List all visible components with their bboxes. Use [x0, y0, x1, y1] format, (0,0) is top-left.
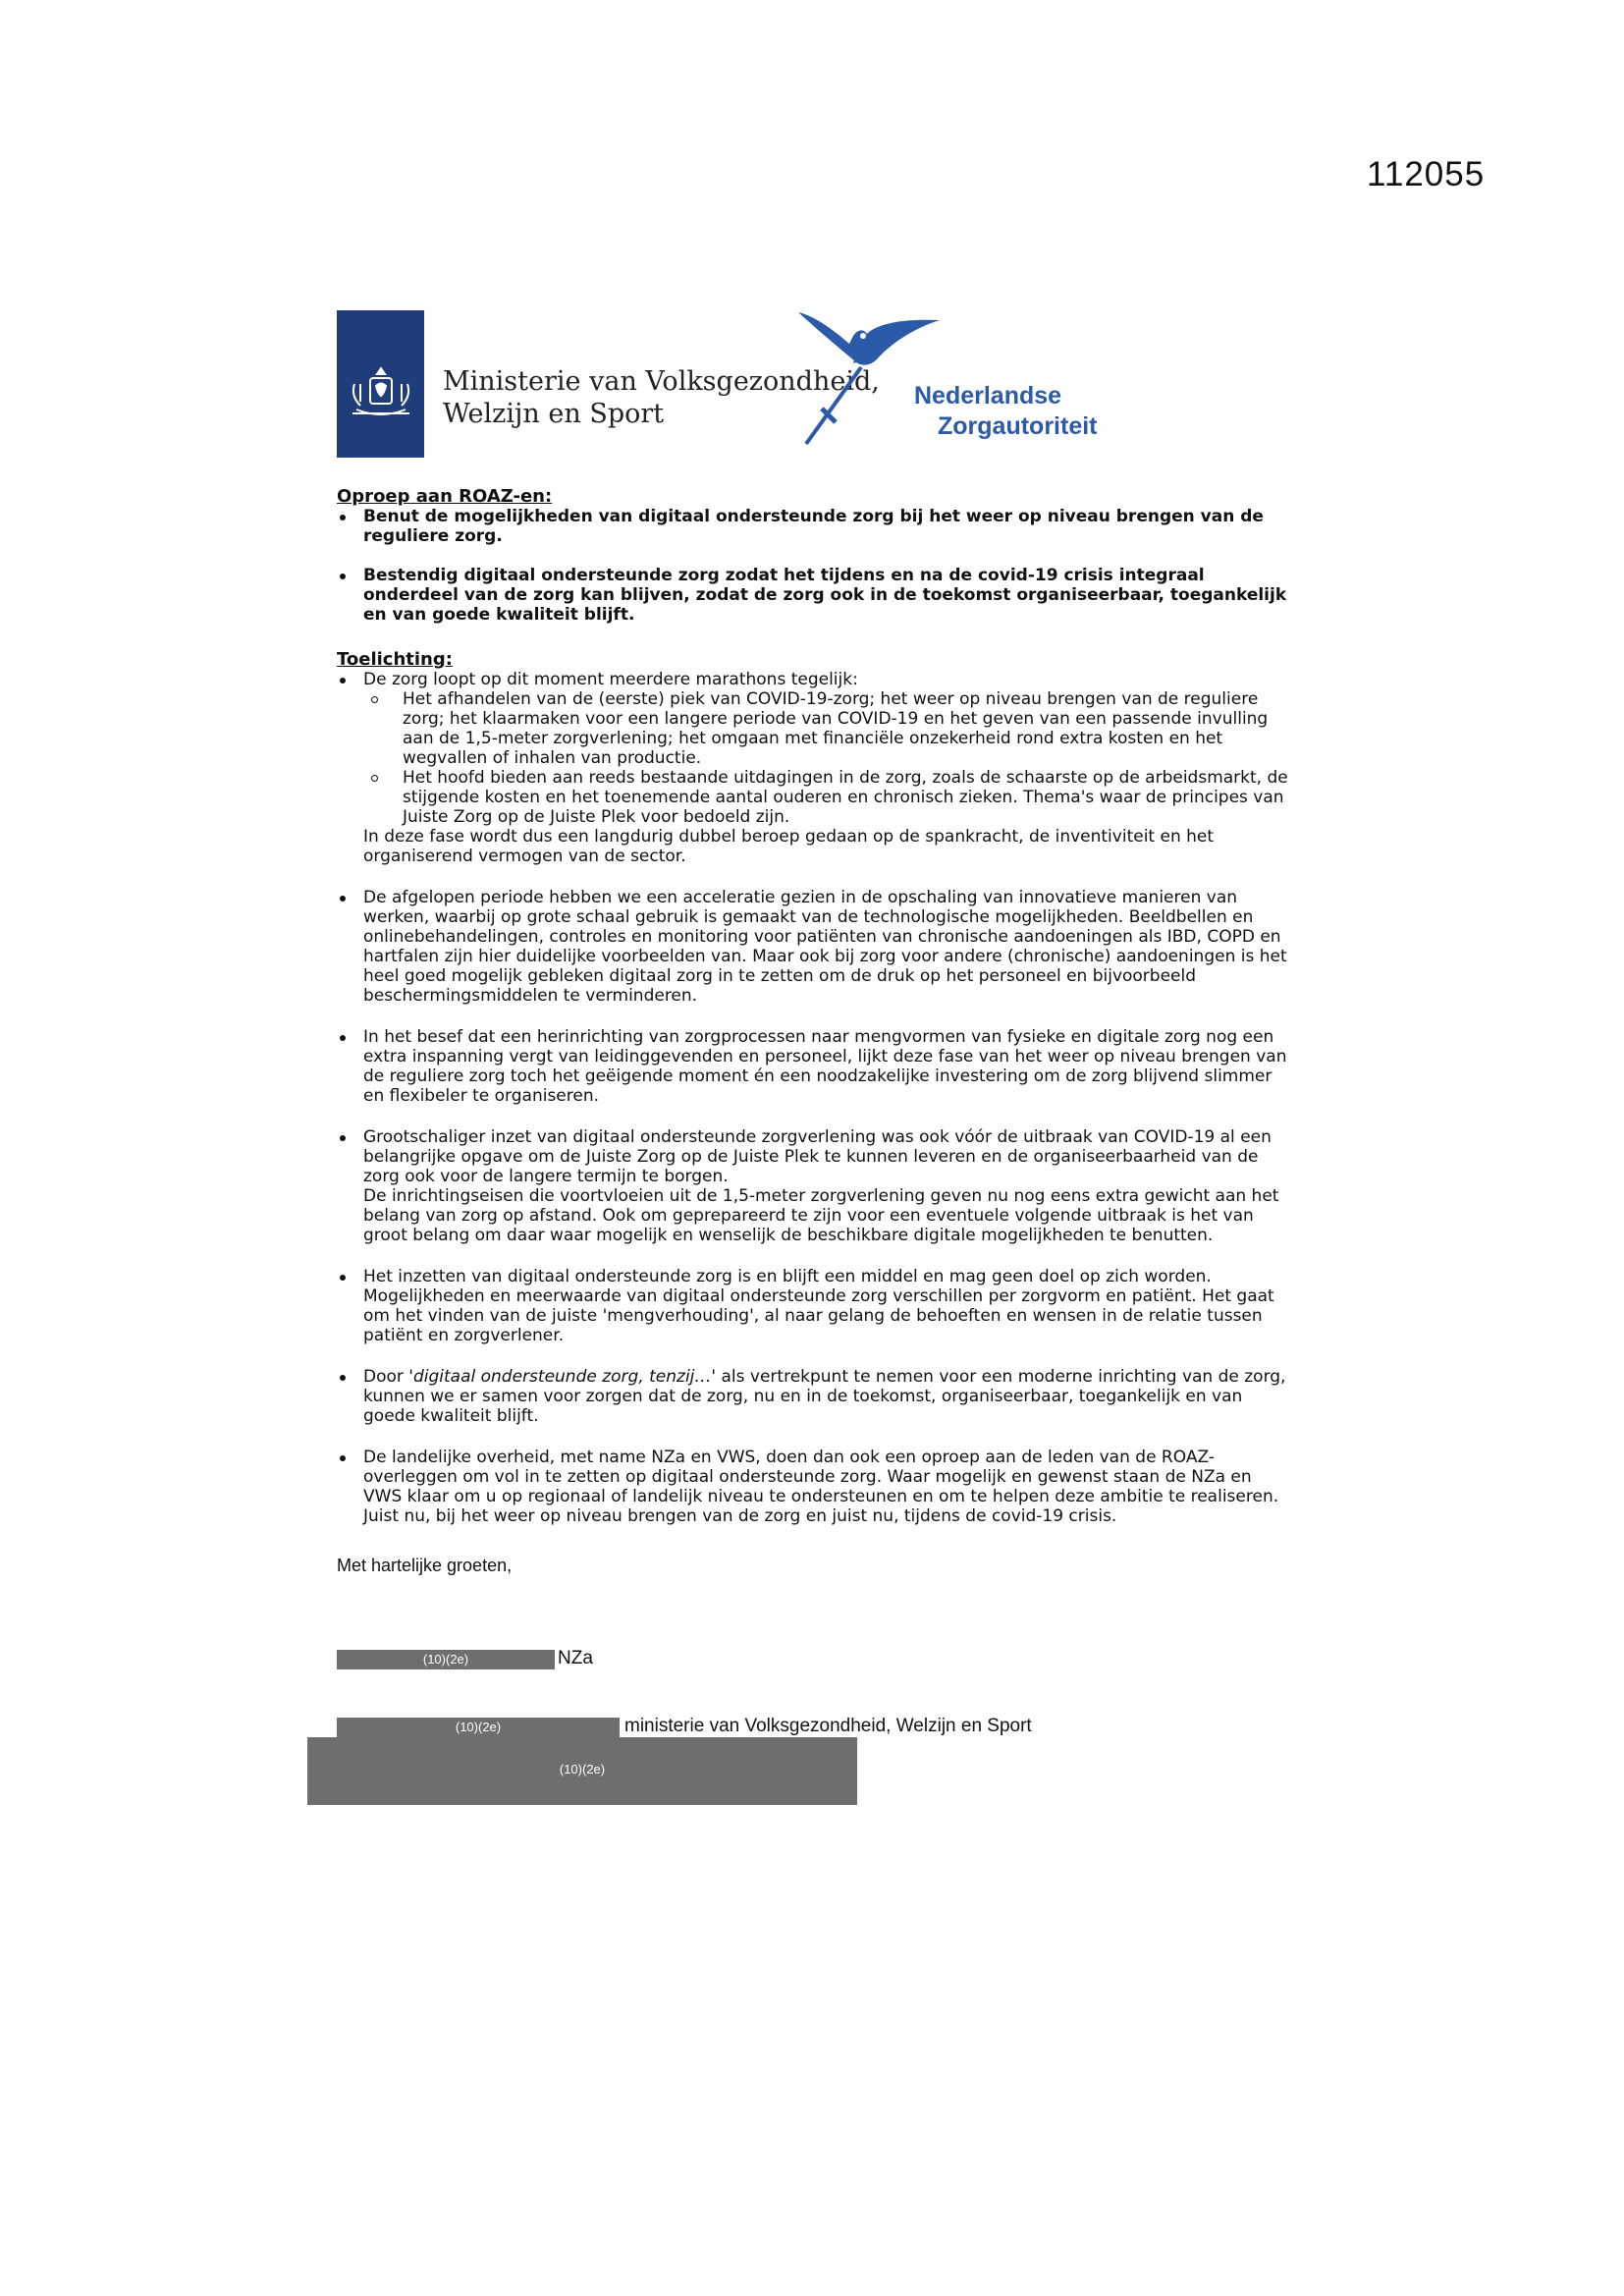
- call-item: Bestendig digitaal ondersteunde zorg zodat het tijdens en na de covid-19 crisis integraal onderdeel van de zorg kan blijven, zodat de zorg ook in de toekomst organiseerbaar, toegankelijk en van goede kwaliteit blijft.: [337, 566, 1289, 625]
- list-item: De afgelopen periode hebben we een acceleratie gezien in de opschaling van innovatieve manieren van werken, waarbij op grote schaal gebruik is gemaakt van de technologische mogelijkheden. Beeldbellen en onlinebehandelingen, controles en monitoring voor patiënten van chronische aandoeningen als IBD, COPD en hartfalen zijn hier duidelijke voorbeelden van. Maar ook bij zorg voor andere (chronische) aandoeningen is het heel goed mogelijk gebleken digitaal zorg in te zetten om de druk op het personeel en bijvoorbeeld beschermingsmiddelen te verminderen.: [337, 888, 1289, 1006]
- page-number: 112055: [1367, 155, 1486, 193]
- nza-name: Nederlandse Zorgautoriteit: [914, 382, 1098, 440]
- sub-list-item: Het afhandelen van de (eerste) piek van COVID-19-zorg; het weer op niveau brengen van de reguliere zorg; het klaarmaken voor een langere periode van COVID-19 en het geven van een passende invulling aan de 1,5-meter zorgverlening; het omgaan met financiële onzekerheid rond extra kosten en het wegvallen of inhalen van productie.: [363, 689, 1289, 768]
- redaction-bar: (10)(2e): [337, 1718, 620, 1737]
- call-heading: Oproep aan ROAZ-en:: [337, 486, 553, 507]
- closing: Met hartelijke groeten,: [337, 1556, 513, 1575]
- list-item: De landelijke overheid, met name NZa en VWS, doen dan ook een oproep aan de leden van de ROAZ-overleggen om vol in te zetten op digitaal ondersteunde zorg. Waar mogelijk en gewenst staan de NZa en VWS klaar om u op regionaal of landelijk niveau te ondersteunen en om te helpen deze ambitie te realiseren. Juist nu, bij het weer op niveau brengen van de zorg en juist nu, tijdens de covid-19 crisis.: [337, 1448, 1289, 1526]
- letter-body: [337, 487, 1289, 1575]
- signature-nza: NZa: [558, 1648, 593, 1668]
- signature-vws: ministerie van Volksgezondheid, Welzijn en Sport: [624, 1716, 1032, 1736]
- list-item: In het besef dat een herinrichting van zorgprocessen naar mengvormen van fysieke en digitale zorg nog een extra inspanning vergt van leidinggevenden en personeel, lijkt deze fase van het weer op niveau brengen van de reguliere zorg toch het geëigende moment én een noodzakelijke investering om de zorg blijvend slimmer en flexibeler te organiseren.: [337, 1027, 1289, 1106]
- call-list: [337, 507, 1289, 625]
- list-item: De zorg loopt op dit moment meerdere marathons tegelijk: Het afhandelen van de (eerste) piek van COVID-19-zorg; het weer op niveau brengen van de reguliere zorg; het klaarmaken voor een langere periode van COVID-19 en het geven van een passende invulling aan de 1,5-meter zorgverlening; het omgaan met financiële onzekerheid rond extra kosten en het wegvallen of inhalen van productie. Het hoofd bieden aan reeds bestaande uitdagingen in de zorg, zoals de schaarste op de arbeidsmarkt, de stijgende kosten en het toenemende aantal ouderen en chronisch zieken. Thema's waar de principes van Juiste Zorg op de Juiste Plek voor bedoeld zijn. In deze fase wordt dus een langdurig dubbel beroep gedaan op de spankracht, de inventiviteit en het organiserend vermogen van de sector.: [337, 670, 1289, 866]
- explanation-list: [337, 670, 1289, 1526]
- coat-of-arms-icon: [347, 364, 415, 423]
- call-item: Benut de mogelijkheden van digitaal ondersteunde zorg bij het weer op niveau brengen van de reguliere zorg.: [337, 507, 1289, 546]
- sub-list: [363, 689, 1289, 827]
- sub-list-item: Het hoofd bieden aan reeds bestaande uitdagingen in de zorg, zoals de schaarste op de arbeidsmarkt, de stijgende kosten en het toenemende aantal ouderen en chronisch zieken. Thema's waar de principes van Juiste Zorg op de Juiste Plek voor bedoeld zijn.: [363, 768, 1289, 827]
- redaction-block: (10)(2e): [307, 1737, 857, 1805]
- letterhead: [337, 306, 1098, 456]
- vws-logo: [337, 310, 424, 458]
- list-item: Grootschaliger inzet van digitaal ondersteunde zorgverlening was ook vóór de uitbraak van COVID-19 al een belangrijke opgave om de Juiste Zorg op de Juiste Plek te kunnen leveren en de organiseerbaarheid van de zorg ook voor de langere termijn te borgen. De inrichtingseisen die voortvloeien uit de 1,5-meter zorgverlening geven nu nog eens extra gewicht aan het belang van zorg op afstand. Ook om geprepareerd te zijn voor een eventuele volgende uitbraak is het van groot belang om daar waar mogelijk en wenselijk de beschikbare digitale mogelijkheden te benutten.: [337, 1127, 1289, 1245]
- redaction-bar: (10)(2e): [337, 1650, 555, 1669]
- nza-logo: [796, 306, 1098, 456]
- list-item: Het inzetten van digitaal ondersteunde zorg is en blijft een middel en mag geen doel op zich worden. Mogelijkheden en meerwaarde van digitaal ondersteunde zorg verschillen per zorgvorm en patiënt. Het gaat om het vinden van de juiste 'mengverhouding', al naar gelang de behoeften en wensen in de relatie tussen patiënt en zorgverlener.: [337, 1267, 1289, 1345]
- explanation-heading: Toelichting:: [337, 649, 453, 670]
- list-item: Door 'digitaal ondersteunde zorg, tenzij…' als vertrekpunt te nemen voor een moderne inrichting van de zorg, kunnen we er samen voor zorgen dat de zorg, nu en in de toekomst, organiseerbaar, toegankelijk en van goede kwaliteit blijft.: [337, 1367, 1289, 1426]
- vws-name: Ministerie van Volksgezondheid, Welzijn en Sport: [443, 366, 880, 429]
